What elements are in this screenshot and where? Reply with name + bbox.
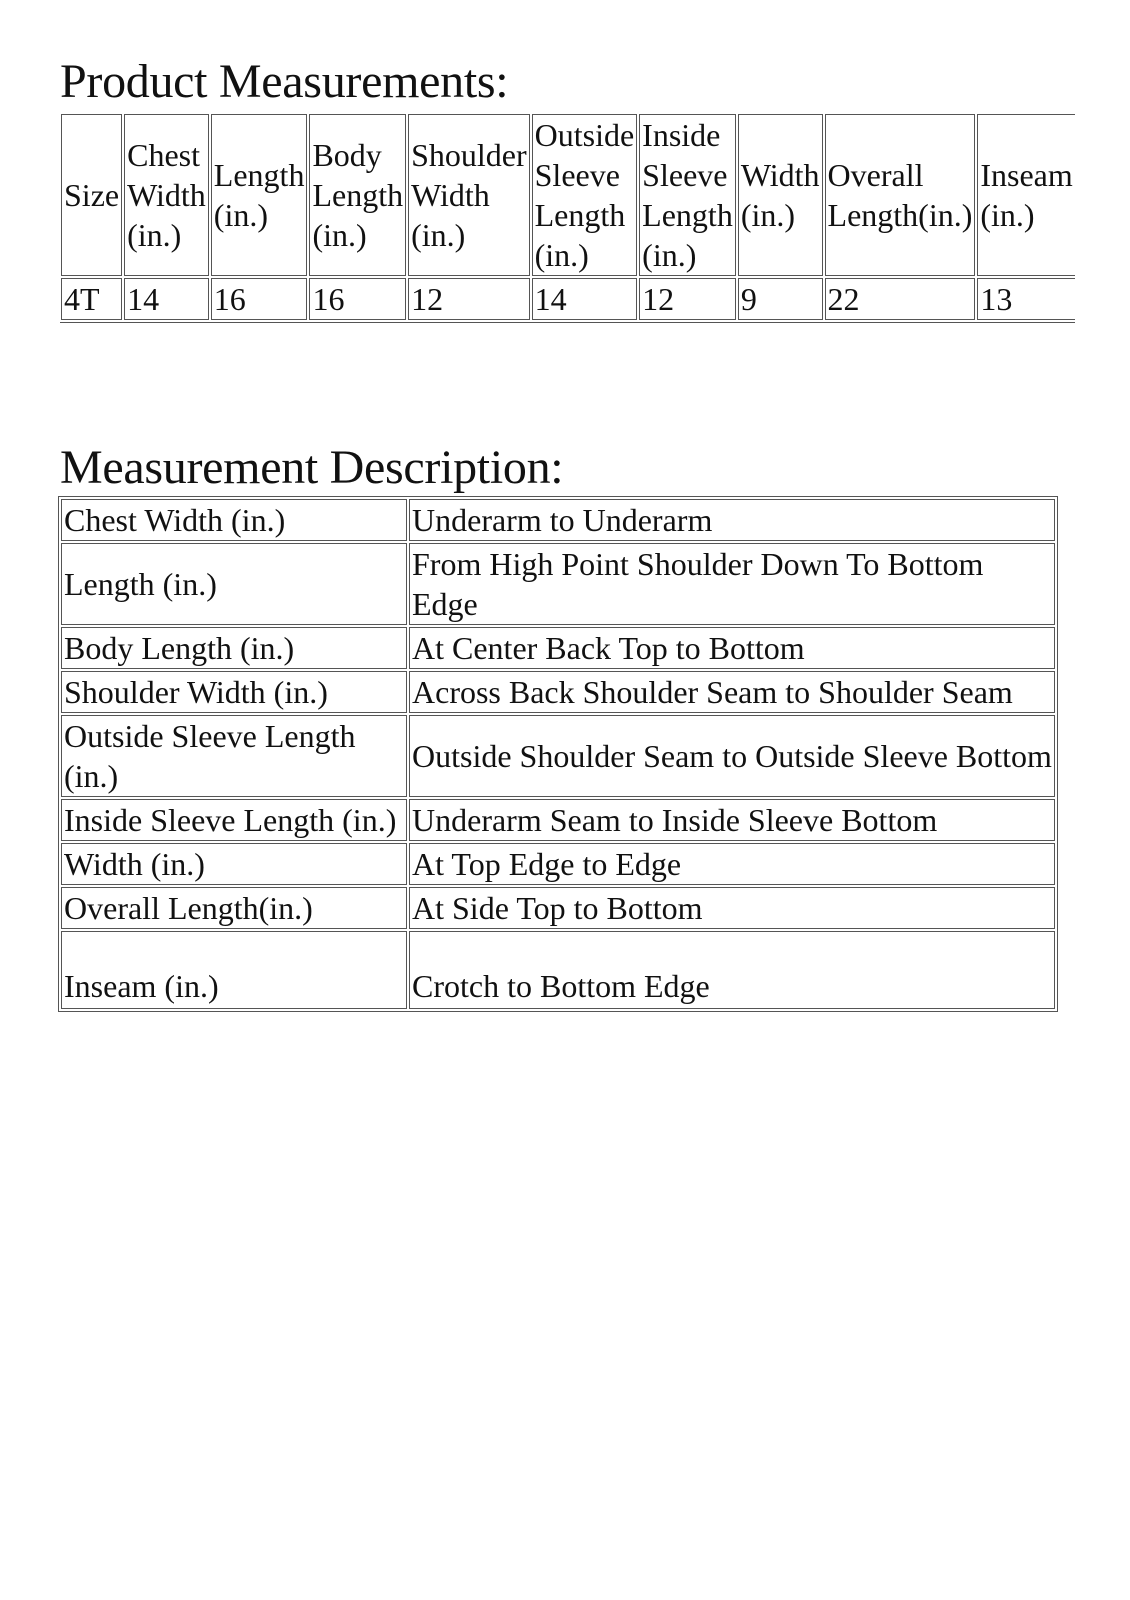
table-row: [61, 543, 1055, 625]
measurement-desc: At Side Top to Bottom: [409, 887, 1055, 929]
data-cell: 14: [532, 278, 638, 320]
table-row: [61, 671, 1055, 713]
table-row: [61, 931, 1055, 1009]
table-row: [61, 627, 1055, 669]
header-cell: Chest Width (in.): [124, 114, 209, 276]
data-cell: 16: [211, 278, 308, 320]
measurement-name: Body Length (in.): [61, 627, 407, 669]
header-row: [61, 114, 1075, 276]
measurement-name: Outside Sleeve Length (in.): [61, 715, 407, 797]
data-cell: 14: [124, 278, 209, 320]
data-cell: 16: [309, 278, 406, 320]
measurements-table: [60, 113, 1075, 323]
measurement-name: Inseam (in.): [61, 931, 407, 1009]
measurements-table-wrapper: [60, 113, 1075, 328]
header-cell: Overall Length(in.): [825, 114, 976, 276]
table-row: [61, 715, 1055, 797]
data-cell: 13: [977, 278, 1075, 320]
data-cell: 12: [639, 278, 736, 320]
header-cell: Body Length (in.): [309, 114, 406, 276]
product-measurements-title: Product Measurements:: [60, 55, 509, 108]
data-cell: 22: [825, 278, 976, 320]
measurement-desc: At Top Edge to Edge: [409, 843, 1055, 885]
table-row: [61, 278, 1075, 320]
measurement-name: Shoulder Width (in.): [61, 671, 407, 713]
measurement-desc: From High Point Shoulder Down To Bottom Edge: [409, 543, 1055, 625]
measurement-desc: Crotch to Bottom Edge: [409, 931, 1055, 1009]
measurement-desc: Across Back Shoulder Seam to Shoulder Seam: [409, 671, 1055, 713]
measurement-name: Width (in.): [61, 843, 407, 885]
measurement-desc: Underarm Seam to Inside Sleeve Bottom: [409, 799, 1055, 841]
table-row: [61, 499, 1055, 541]
measurement-name: Overall Length(in.): [61, 887, 407, 929]
header-cell: Inseam (in.): [977, 114, 1075, 276]
table-row: [61, 799, 1055, 841]
header-cell: Width (in.): [738, 114, 823, 276]
measurement-desc: At Center Back Top to Bottom: [409, 627, 1055, 669]
header-cell: Size: [61, 114, 122, 276]
measurement-name: Length (in.): [61, 543, 407, 625]
table-row: [61, 843, 1055, 885]
data-cell: 9: [738, 278, 823, 320]
measurement-desc: Underarm to Underarm: [409, 499, 1055, 541]
description-table: [58, 496, 1058, 1012]
measurement-name: Chest Width (in.): [61, 499, 407, 541]
header-cell: Length (in.): [211, 114, 308, 276]
data-cell: 12: [408, 278, 530, 320]
header-cell: Outside Sleeve Length (in.): [532, 114, 638, 276]
measurement-name: Inside Sleeve Length (in.): [61, 799, 407, 841]
measurement-desc: Outside Shoulder Seam to Outside Sleeve Bottom: [409, 715, 1055, 797]
measurement-description-title: Measurement Description:: [60, 441, 564, 494]
header-cell: Inside Sleeve Length (in.): [639, 114, 736, 276]
table-row: [61, 887, 1055, 929]
header-cell: Shoulder Width (in.): [408, 114, 530, 276]
data-cell: 4T: [61, 278, 122, 320]
